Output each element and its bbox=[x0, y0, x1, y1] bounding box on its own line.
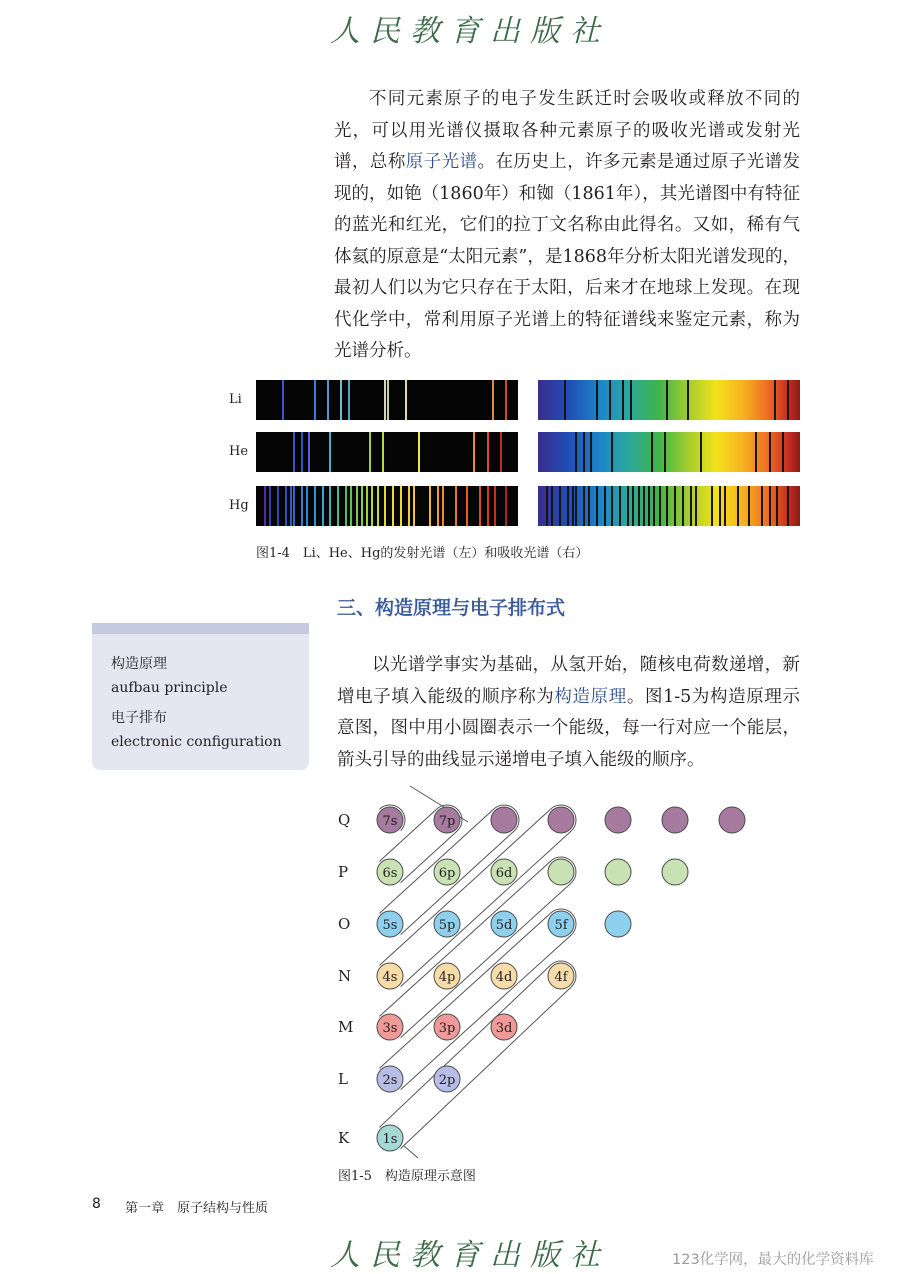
emission-line bbox=[356, 486, 358, 526]
sublevel-label: 1s bbox=[382, 1132, 398, 1147]
emission-line bbox=[337, 486, 339, 526]
emission-line bbox=[505, 486, 507, 526]
emission-line bbox=[413, 486, 415, 526]
shell-label: M bbox=[338, 1018, 354, 1036]
emission-line bbox=[264, 486, 266, 526]
emission-line bbox=[466, 486, 468, 526]
absorption-line bbox=[622, 380, 624, 420]
emission-line bbox=[361, 486, 363, 526]
term-atomic-spectrum: 原子光谱 bbox=[405, 152, 478, 172]
chapter-title: 第一章 原子结构与性质 bbox=[125, 1201, 269, 1216]
paragraph-text-1a: 不同元素原子的电子发生跃迁时会吸收或释放不同的光，可以用光谱仪摄取各种元素原子的吸收光谱或发射光谱，总称 bbox=[334, 89, 800, 172]
emission-line bbox=[340, 380, 342, 420]
sublevel-label: 4f bbox=[554, 970, 568, 985]
absorption-line bbox=[572, 486, 574, 526]
sublevel-label: 2p bbox=[438, 1073, 456, 1088]
emission-line bbox=[314, 380, 316, 420]
absorption-line bbox=[575, 432, 577, 472]
energy-level-circle bbox=[605, 859, 631, 885]
absorption-line bbox=[588, 486, 590, 526]
figure-1-4-caption: 图1-4 Li、He、Hg的发射光谱（左）和吸收光谱（右） bbox=[256, 546, 589, 561]
absorption-line bbox=[627, 486, 629, 526]
absorption-line bbox=[611, 486, 613, 526]
absorption-line bbox=[666, 380, 668, 420]
emission-line bbox=[400, 486, 402, 526]
aufbau-diagram bbox=[330, 780, 760, 1170]
glossary-term-config-zh: 电子排布 bbox=[111, 710, 167, 726]
emission-line bbox=[369, 432, 371, 472]
absorption-line bbox=[630, 380, 632, 420]
absorption-line bbox=[674, 486, 676, 526]
watermark: 123化学网，最大的化学资料库 bbox=[672, 1252, 874, 1268]
absorption-line bbox=[596, 486, 598, 526]
energy-level-circle bbox=[662, 807, 688, 833]
absorption-line bbox=[695, 486, 697, 526]
filling-order-curve bbox=[379, 805, 576, 987]
absorption-line bbox=[575, 486, 577, 526]
absorption-line bbox=[596, 380, 598, 420]
absorption-line bbox=[755, 432, 757, 472]
absorption-line bbox=[590, 432, 592, 472]
absorption-line bbox=[546, 486, 548, 526]
publisher-logo-top: 人民教育出版社 bbox=[330, 14, 610, 49]
emission-line bbox=[308, 432, 310, 472]
sublevel-label: 6s bbox=[382, 866, 398, 881]
emission-line bbox=[377, 486, 379, 526]
shell-label: P bbox=[338, 863, 349, 881]
spectrum-label-he: He bbox=[229, 444, 249, 459]
emission-line bbox=[442, 486, 444, 526]
sublevel-label: 4p bbox=[438, 970, 456, 985]
emission-line bbox=[473, 432, 475, 472]
energy-level-circle bbox=[548, 859, 574, 885]
emission-line bbox=[327, 380, 329, 420]
sublevel-label: 4s bbox=[382, 970, 398, 985]
absorption-line bbox=[638, 486, 640, 526]
absorption-line bbox=[619, 486, 621, 526]
absorption-line bbox=[666, 486, 668, 526]
emission-line bbox=[301, 486, 303, 526]
sublevel-label: 2s bbox=[382, 1073, 398, 1088]
emission-line bbox=[418, 432, 420, 472]
emission-spectrum-hg bbox=[256, 486, 518, 526]
energy-level-circle bbox=[719, 807, 745, 833]
absorption-line bbox=[632, 486, 634, 526]
emission-line bbox=[437, 486, 439, 526]
emission-line bbox=[301, 432, 303, 472]
filling-order-curve bbox=[379, 909, 576, 1090]
absorption-line bbox=[769, 432, 771, 472]
curve-end bbox=[404, 1146, 418, 1158]
emission-line bbox=[408, 486, 410, 526]
emission-line bbox=[282, 380, 284, 420]
paragraph-text-1b: 。在历史上，许多元素是通过原子光谱发现的，如铯（1860年）和铷（1861年），其光谱图中有特征的蓝光和红光，它们的拉丁文名称由此得名。又如，稀有气体氦的原意是“太阳元素”，是1868年分析太阳光谱发现的，最初人们以为它只存在于太阳，后来才在地球上发现。在现代化学中，常利用原子光谱上的特征谱线来鉴定元素，称为光谱分析。 bbox=[334, 152, 801, 361]
emission-line bbox=[494, 486, 496, 526]
emission-line bbox=[329, 432, 331, 472]
sublevel-label: 5d bbox=[495, 918, 513, 933]
emission-line bbox=[382, 432, 384, 472]
absorption-line bbox=[653, 486, 655, 526]
term-aufbau-principle: 构造原理 bbox=[554, 686, 627, 707]
emission-line bbox=[384, 380, 386, 420]
emission-spectrum-he bbox=[256, 432, 518, 472]
shell-label: O bbox=[338, 915, 351, 933]
emission-line bbox=[366, 486, 368, 526]
energy-level-circle bbox=[605, 807, 631, 833]
absorption-line bbox=[551, 486, 553, 526]
emission-line bbox=[329, 486, 331, 526]
emission-line bbox=[350, 486, 352, 526]
glossary-sidebar bbox=[92, 623, 309, 770]
emission-line bbox=[293, 486, 295, 526]
sublevel-label: 3d bbox=[495, 1021, 513, 1036]
absorption-line bbox=[611, 432, 613, 472]
sublevel-label: 5s bbox=[382, 918, 398, 933]
shell-label: K bbox=[338, 1129, 350, 1147]
absorption-spectrum-li bbox=[538, 380, 800, 420]
sublevel-label: 7s bbox=[382, 814, 398, 829]
absorption-line bbox=[682, 486, 684, 526]
filling-order-curves bbox=[379, 786, 576, 1158]
sublevel-label: 3s bbox=[382, 1021, 398, 1036]
page-number: 8 bbox=[92, 1196, 101, 1212]
emission-line bbox=[306, 486, 308, 526]
emission-line bbox=[345, 486, 347, 526]
absorption-line bbox=[559, 486, 561, 526]
absorption-line bbox=[776, 486, 778, 526]
absorption-line bbox=[787, 486, 789, 526]
sublevel-label: 4d bbox=[495, 970, 513, 985]
emission-line bbox=[455, 486, 457, 526]
absorption-line bbox=[724, 486, 726, 526]
paragraph-aufbau bbox=[337, 650, 800, 776]
publisher-logo-bottom: 人民教育出版社 bbox=[330, 1238, 610, 1273]
absorption-line bbox=[687, 380, 689, 420]
emission-line bbox=[500, 432, 502, 472]
section-heading: 三、构造原理与电子排布式 bbox=[337, 597, 566, 619]
emission-line bbox=[290, 486, 292, 526]
absorption-line bbox=[564, 380, 566, 420]
emission-line bbox=[492, 380, 494, 420]
emission-line bbox=[285, 486, 287, 526]
glossary-term-aufbau-zh: 构造原理 bbox=[111, 656, 167, 672]
absorption-line bbox=[774, 380, 776, 420]
paragraph-atomic-spectra bbox=[334, 84, 800, 368]
shell-label: L bbox=[338, 1070, 348, 1088]
absorption-line bbox=[782, 432, 784, 472]
absorption-line bbox=[690, 486, 692, 526]
absorption-line bbox=[711, 486, 713, 526]
absorption-line bbox=[648, 486, 650, 526]
spectrum-label-hg: Hg bbox=[229, 498, 249, 513]
absorption-line bbox=[761, 486, 763, 526]
absorption-line bbox=[567, 486, 569, 526]
emission-line bbox=[269, 486, 271, 526]
absorption-line bbox=[659, 486, 661, 526]
absorption-line bbox=[604, 486, 606, 526]
emission-line bbox=[314, 486, 316, 526]
shell-labels bbox=[338, 811, 353, 1147]
emission-line bbox=[371, 486, 373, 526]
shell-label: N bbox=[338, 967, 352, 985]
shell-label: Q bbox=[338, 811, 351, 829]
emission-line bbox=[392, 486, 394, 526]
emission-line bbox=[277, 486, 279, 526]
glossary-term-aufbau-en: aufbau principle bbox=[111, 680, 228, 696]
emission-line bbox=[487, 432, 489, 472]
emission-line bbox=[322, 486, 324, 526]
absorption-line bbox=[700, 432, 702, 472]
emission-line bbox=[429, 486, 431, 526]
emission-line bbox=[348, 380, 350, 420]
absorption-line bbox=[719, 486, 721, 526]
energy-level-circle bbox=[605, 911, 631, 937]
absorption-spectrum-he bbox=[538, 432, 800, 472]
emission-line bbox=[387, 380, 389, 420]
paragraph-text-2b: 。图1-5为构造原理示意图，图中用小圆圈表示一个能级，每一行对应一个能层，箭头引导的曲线显示递增电子填入能级的顺序。 bbox=[337, 686, 800, 770]
absorption-line bbox=[583, 486, 585, 526]
energy-level-circle bbox=[662, 859, 688, 885]
absorption-line bbox=[583, 432, 585, 472]
absorption-line bbox=[643, 486, 645, 526]
glossary-term-config-en: electronic configuration bbox=[111, 734, 282, 750]
absorption-line bbox=[651, 432, 653, 472]
paragraph-text-2a: 以光谱学事实为基础，从氢开始，随核电荷数递增，新增电子填入能级的顺序称为 bbox=[337, 655, 800, 707]
energy-level-circle bbox=[548, 807, 574, 833]
emission-line bbox=[505, 380, 507, 420]
spectrum-label-li: Li bbox=[229, 392, 242, 407]
absorption-line bbox=[769, 486, 771, 526]
absorption-spectrum-hg bbox=[538, 486, 800, 526]
sublevel-label: 7p bbox=[438, 814, 456, 829]
absorption-line bbox=[737, 486, 739, 526]
sublevel-label: 5f bbox=[554, 918, 568, 933]
sublevel-label: 5p bbox=[438, 918, 456, 933]
absorption-line bbox=[748, 486, 750, 526]
sublevel-label: 3p bbox=[438, 1021, 456, 1036]
sublevel-label: 6d bbox=[495, 866, 513, 881]
emission-line bbox=[384, 486, 386, 526]
emission-line bbox=[293, 432, 295, 472]
emission-line bbox=[487, 486, 489, 526]
emission-line bbox=[405, 380, 407, 420]
emission-spectrum-li bbox=[256, 380, 518, 420]
absorption-line bbox=[664, 432, 666, 472]
energy-level-circle bbox=[491, 807, 517, 833]
emission-line bbox=[479, 486, 481, 526]
energy-level-circles bbox=[377, 807, 745, 1151]
absorption-line bbox=[787, 380, 789, 420]
sublevel-label: 6p bbox=[438, 866, 456, 881]
absorption-line bbox=[609, 380, 611, 420]
figure-1-5-caption: 图1-5 构造原理示意图 bbox=[338, 1169, 476, 1184]
sidebar-top-bar bbox=[92, 623, 309, 634]
